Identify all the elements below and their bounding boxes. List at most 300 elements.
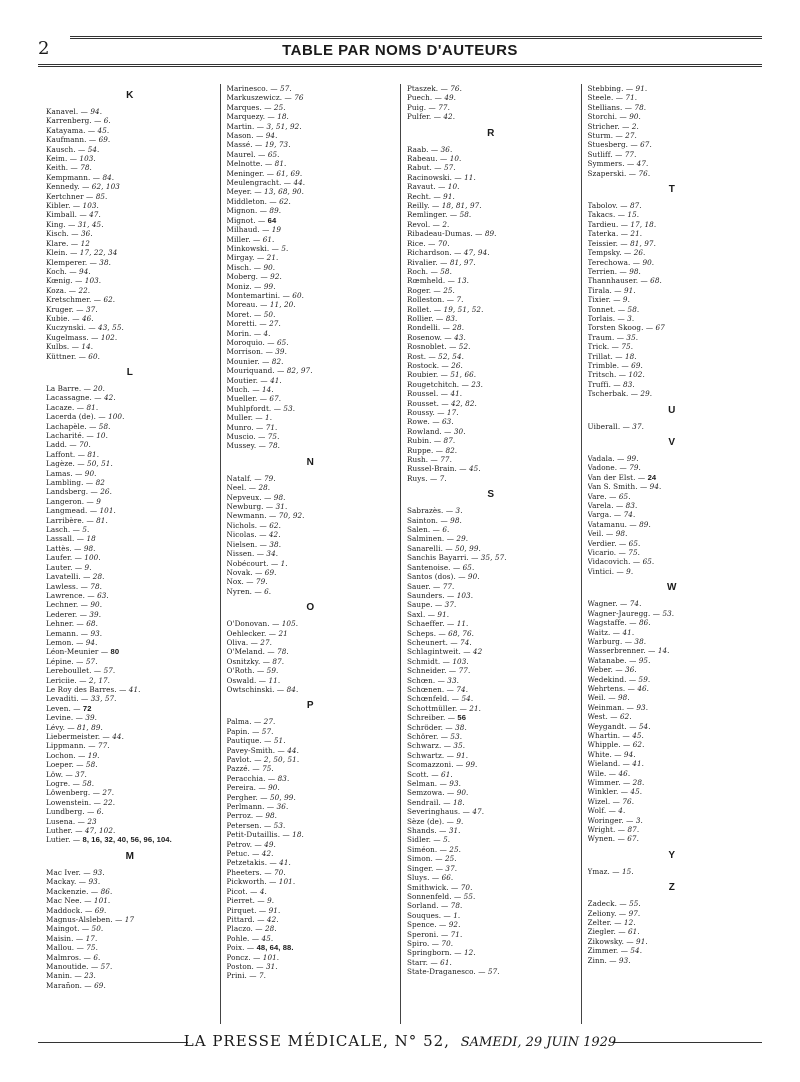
author-name: Milhaud. bbox=[226, 225, 260, 235]
page-references: 98. bbox=[618, 693, 630, 703]
page-references: 3. bbox=[627, 313, 635, 323]
index-entry: Wedekind. — 59. bbox=[587, 674, 651, 684]
page-references: 38. bbox=[269, 539, 282, 549]
index-entry: Lawrence. — 63. bbox=[46, 590, 109, 600]
index-entry: Maurel. — 65. bbox=[226, 149, 280, 159]
page-references: 52, 54. bbox=[438, 351, 465, 361]
index-entry: Meyer. — 13, 68, 90. bbox=[226, 187, 304, 197]
author-name: Magnus-Alsleben. bbox=[46, 914, 113, 924]
author-name: Ymaz. bbox=[587, 866, 610, 876]
page-references: 94. bbox=[79, 266, 91, 276]
author-name: Warburg. bbox=[587, 636, 623, 646]
index-entry: Larribère. — 81. bbox=[46, 515, 108, 525]
author-name: Wasserbrenner. bbox=[587, 646, 646, 656]
page-references: 17. bbox=[85, 933, 98, 943]
author-name: Mackay. bbox=[46, 877, 77, 887]
page-references: 95. bbox=[638, 655, 651, 665]
index-entry: Schlagintweit. — 42 bbox=[407, 647, 483, 657]
index-entry: Katayama. — 45. bbox=[46, 125, 110, 135]
author-name: Lattès. bbox=[46, 543, 72, 553]
index-entry: Zadeck. — 55. bbox=[587, 899, 641, 909]
index-entry: Lattès. — 98. bbox=[46, 543, 96, 553]
author-name: Traum. bbox=[587, 332, 615, 342]
page-references: 14. bbox=[262, 385, 274, 394]
page-references: 57. bbox=[280, 84, 292, 93]
author-name: Marañon. bbox=[46, 980, 83, 990]
page-references: 100. bbox=[84, 553, 101, 563]
page-references: 53. bbox=[450, 732, 463, 741]
index-entry: Rice. — 70. bbox=[407, 238, 450, 248]
index-entry: Sainton. — 98. bbox=[407, 515, 462, 525]
author-name: Vicario. bbox=[587, 548, 617, 558]
index-entry: Van S. Smith. — 94. bbox=[587, 482, 662, 492]
page-references: 79. bbox=[629, 463, 641, 473]
index-entry: Nielsen. — 38. bbox=[226, 539, 282, 549]
index-entry: Roubier. — 51, 66. bbox=[407, 370, 477, 380]
page-references: 38. bbox=[99, 257, 112, 267]
author-name: Logre. bbox=[46, 779, 71, 789]
index-entry: Torsten Skoog. — 67 bbox=[587, 323, 665, 333]
index-entry: Pavlot. — 2, 50, 51. bbox=[226, 755, 300, 764]
page-references: 14. bbox=[657, 646, 670, 656]
author-name: Kugelmass. bbox=[46, 332, 89, 342]
author-name: Sauer. bbox=[407, 581, 431, 591]
page-references: 37. bbox=[444, 600, 457, 610]
page-references: 44. bbox=[287, 745, 299, 755]
page-references: 71. bbox=[265, 422, 278, 432]
page-references: 94. bbox=[90, 107, 103, 116]
page-references: 62. bbox=[632, 740, 645, 750]
author-name: Osnitzky. bbox=[226, 656, 261, 666]
page-references: 103. bbox=[79, 154, 96, 164]
page-references: 39. bbox=[89, 609, 102, 619]
page-references: 70. bbox=[441, 938, 454, 948]
page-references: 91. bbox=[456, 750, 469, 760]
index-entry: Schœnen. — 74. bbox=[407, 684, 469, 694]
author-name: Saxl. bbox=[407, 609, 426, 619]
page-references: 10. bbox=[96, 431, 108, 440]
author-name: Keith. bbox=[46, 163, 69, 173]
page-references: 91. bbox=[623, 285, 636, 295]
index-entry: Terechowa. — 90. bbox=[587, 257, 655, 267]
index-entry: Neel. — 28. bbox=[226, 483, 271, 493]
page-references: 54. bbox=[461, 694, 474, 704]
author-name: Weil. bbox=[587, 693, 606, 703]
index-entry: Kubie. — 46. bbox=[46, 313, 94, 323]
index-entry: Speroni. — 71. bbox=[407, 929, 463, 939]
index-entry: Zeliony. — 97. bbox=[587, 908, 641, 918]
page-references: 65. bbox=[642, 557, 655, 567]
index-entry: Lamas. — 90. bbox=[46, 468, 97, 478]
page-references: 57. bbox=[443, 163, 456, 173]
index-entry: Klein. — 17, 22, 34 bbox=[46, 248, 118, 258]
author-name: Weygandt. bbox=[587, 721, 627, 731]
author-name: Nissen. bbox=[226, 549, 255, 559]
page-references: 93. bbox=[636, 702, 649, 712]
page-references: 103. bbox=[84, 276, 102, 286]
page-references: 93. bbox=[90, 628, 103, 638]
author-name: Kuczynski. bbox=[46, 323, 86, 333]
index-entry: Ziegler. — 61. bbox=[587, 927, 640, 937]
page-references: 92. bbox=[270, 272, 282, 282]
author-name: Katayama. bbox=[46, 125, 86, 135]
index-entry: Lacassagne. — 42. bbox=[46, 393, 116, 403]
page-references: 41. bbox=[128, 684, 141, 694]
index-entry: Lundberg. — 6. bbox=[46, 807, 104, 817]
index-entry: Wright. — 87. bbox=[587, 825, 640, 835]
author-name: Wehrtens. bbox=[587, 683, 626, 693]
page-references: 12. bbox=[463, 948, 476, 958]
index-entry: Semzowa. — 90. bbox=[407, 788, 469, 798]
section-letter: Y bbox=[668, 849, 676, 861]
index-entry: Maisin. — 17. bbox=[46, 933, 98, 943]
index-entry: Scheunert. — 74. bbox=[407, 637, 472, 647]
page-references: 87. bbox=[629, 201, 642, 211]
page-references: 1. bbox=[280, 558, 288, 568]
page-references: 70. bbox=[437, 238, 450, 248]
author-name: Pereira. bbox=[226, 783, 257, 793]
page-references: 29. bbox=[640, 389, 653, 399]
page-references: 35. bbox=[626, 332, 639, 342]
author-name: Maddock. bbox=[46, 905, 83, 915]
page-references: 78. bbox=[634, 102, 647, 112]
author-name: Pickworth. bbox=[226, 877, 267, 887]
author-name: Ptaszek. bbox=[407, 84, 439, 93]
index-entry: Wieland. — 41. bbox=[587, 759, 645, 769]
page-references: 58. bbox=[459, 210, 472, 220]
author-name: Klein. bbox=[46, 248, 68, 258]
index-entry: Muscio. — 75. bbox=[226, 432, 280, 442]
page-references: 77. bbox=[440, 455, 452, 465]
index-entry: Magnus-Alsleben. — 17 bbox=[46, 914, 135, 924]
page-references: 103. bbox=[452, 656, 469, 666]
author-name: Scheps. bbox=[407, 628, 437, 638]
header-rule-bottom bbox=[38, 64, 762, 67]
index-entry: Simon. — 25. bbox=[407, 854, 457, 864]
page-references: 38. bbox=[455, 722, 467, 732]
page-references: 70. bbox=[79, 440, 91, 450]
author-name: Souques. bbox=[407, 910, 442, 920]
author-name: Marques. bbox=[226, 102, 262, 112]
index-entry: Wizel. — 76. bbox=[587, 796, 635, 806]
index-entry: Petrov. — 49. bbox=[226, 839, 276, 849]
index-entry: Rollet. — 19, 51, 52. bbox=[407, 304, 484, 314]
index-entry: Varga. — 74. bbox=[587, 510, 636, 520]
page-references: 1. bbox=[265, 413, 273, 423]
page-references: 74. bbox=[456, 684, 469, 694]
index-entry: Ravaut. — 10. bbox=[407, 182, 460, 192]
author-name: Lassall. bbox=[46, 534, 75, 544]
author-name: Rougetchitch. bbox=[407, 379, 460, 389]
author-name: O'Meland. bbox=[226, 647, 265, 657]
page-references: 90. bbox=[467, 572, 480, 582]
page-references: 69. bbox=[94, 905, 107, 915]
page-references: 47, 94. bbox=[463, 248, 490, 258]
index-entry: Mignot. — 64 bbox=[226, 215, 277, 225]
page-references: 78. bbox=[450, 901, 463, 911]
page-references: 2, 50, 51. bbox=[263, 755, 300, 764]
page-references: 81. bbox=[87, 449, 100, 459]
author-name: Ruys. bbox=[407, 473, 428, 483]
index-entry: Ptaszek. — 76. bbox=[407, 84, 462, 93]
page-references: 25. bbox=[443, 285, 455, 295]
index-entry: Roger. — 25. bbox=[407, 285, 455, 295]
section-letter: P bbox=[306, 700, 314, 712]
page-references: 77. bbox=[458, 666, 471, 676]
author-name: Zeliony. bbox=[587, 908, 617, 918]
author-name: Massé. bbox=[226, 140, 253, 150]
author-name: Pergher. bbox=[226, 792, 258, 802]
page-references: 46. bbox=[637, 683, 650, 693]
page-references: 81. bbox=[274, 159, 287, 169]
author-name: Stuesberg. bbox=[587, 140, 629, 150]
page-references: 12. bbox=[623, 918, 636, 928]
index-entry: Vidacovich. — 65. bbox=[587, 557, 655, 567]
author-name: Singer. bbox=[407, 863, 434, 873]
author-name: Springborn. bbox=[407, 948, 452, 958]
author-name: Schœnen. bbox=[407, 684, 445, 694]
author-name: Lavatelli. bbox=[46, 572, 81, 582]
index-entry: Vicario. — 75. bbox=[587, 548, 640, 558]
page-references: 33, 57. bbox=[90, 694, 117, 704]
author-name: Trimble. bbox=[587, 360, 620, 370]
author-name: Lederer. bbox=[46, 609, 78, 619]
author-name: Lechner. bbox=[46, 600, 79, 610]
index-entry: Maddock. — 69. bbox=[46, 905, 107, 915]
index-entry: Sendrail. — 18. bbox=[407, 797, 465, 807]
page-references: 11. bbox=[464, 172, 476, 182]
page-references: 46. bbox=[81, 313, 94, 323]
author-name: Mussey. bbox=[226, 441, 257, 451]
page-references: 70. bbox=[460, 882, 473, 892]
author-name: Simon. bbox=[407, 854, 433, 864]
index-entry: Manoutide. — 57. bbox=[46, 961, 113, 971]
index-entry: Whipple. — 62. bbox=[587, 740, 645, 750]
author-name: Wright. bbox=[587, 825, 616, 835]
page-references: 19, 73. bbox=[264, 140, 291, 150]
author-name: Lochon. bbox=[46, 750, 76, 760]
index-entry: Schröder. — 38. bbox=[407, 722, 467, 732]
author-name: Lehner. bbox=[46, 619, 75, 629]
author-name: Mignon. bbox=[226, 206, 258, 216]
author-name: Mallou. bbox=[46, 943, 75, 953]
index-entry: Muller. — 1. bbox=[226, 413, 273, 423]
index-entry: Malmros. — 6. bbox=[46, 952, 101, 962]
author-name: Meninger. bbox=[226, 168, 265, 178]
index-entry: Pirquet. — 91. bbox=[226, 905, 281, 915]
author-name: Steele. bbox=[587, 93, 614, 103]
index-entry: Novak. — 69. bbox=[226, 567, 277, 577]
index-entry: Owtschinski. — 84. bbox=[226, 684, 299, 694]
author-name: Perlmann. bbox=[226, 802, 265, 812]
index-entry: Moniz. — 99. bbox=[226, 281, 276, 291]
index-entry: Langmead. — 101. bbox=[46, 506, 116, 516]
page-references: 13. bbox=[457, 276, 469, 286]
index-entry: Poston. — 31. bbox=[226, 961, 278, 971]
author-name: Picot. bbox=[226, 886, 248, 896]
index-entry: Tonnet. — 58. bbox=[587, 304, 640, 314]
page-references: 57. bbox=[100, 961, 113, 971]
author-name: Misch. bbox=[226, 262, 252, 272]
author-name: Rabut. bbox=[407, 163, 432, 173]
index-entry: Tscherbak. — 29. bbox=[587, 389, 653, 399]
section-letter: L bbox=[126, 366, 133, 378]
author-name: Rosenow. bbox=[407, 332, 443, 342]
index-entry: Salen. — 6. bbox=[407, 525, 450, 535]
author-name: Szaperski. bbox=[587, 168, 627, 178]
author-name: Schottmüller. bbox=[407, 703, 458, 713]
index-entry: Schœn. — 33. bbox=[407, 675, 459, 685]
page-references: 54. bbox=[87, 144, 100, 154]
page-references: 92. bbox=[448, 920, 461, 930]
author-name: Kausch. bbox=[46, 144, 76, 154]
index-entry: Levine. — 39. bbox=[46, 713, 98, 723]
author-name: Mackenzie. bbox=[46, 886, 89, 896]
page-references: 27. bbox=[625, 131, 637, 141]
page-references: 37. bbox=[445, 863, 458, 873]
page-references: 57. bbox=[261, 726, 274, 736]
index-entry: Terrien. — 98. bbox=[587, 266, 641, 276]
index-entry: Sanchis Bayarri. — 35, 57. bbox=[407, 553, 507, 563]
author-name: O'Roth. bbox=[226, 666, 255, 676]
index-entry: Sonnenfeld. — 55. bbox=[407, 891, 476, 901]
author-name: Lutier. bbox=[46, 835, 71, 845]
index-entry: Klemperer. — 38. bbox=[46, 257, 112, 267]
author-name: Landsberg. bbox=[46, 487, 89, 497]
author-name: Rush. bbox=[407, 455, 429, 465]
page-references: 75. bbox=[267, 432, 280, 442]
index-entry: Sabrazès. — 3. bbox=[407, 506, 463, 516]
author-name: Kisch. bbox=[46, 229, 69, 239]
author-name: Stricher. bbox=[587, 121, 620, 131]
page-references: 39. bbox=[275, 347, 287, 357]
index-entry: Vare. — 65. bbox=[587, 491, 631, 501]
page-references: 81, 89. bbox=[77, 722, 103, 732]
page-references: 98. bbox=[450, 515, 462, 525]
page-references: 31. bbox=[448, 826, 461, 836]
index-entry: Zikowsky. — 91. bbox=[587, 936, 648, 946]
author-name: Verdier. bbox=[587, 538, 617, 548]
index-entry: Laffont. — 81. bbox=[46, 449, 100, 459]
author-name: Ladd. bbox=[46, 440, 68, 450]
page-references: 68, 76. bbox=[448, 628, 475, 638]
index-entry: Lutier. — 8, 16, 32, 40, 56, 96, 104. bbox=[46, 835, 172, 845]
index-entry: Veil. — 98. bbox=[587, 529, 628, 539]
page-references: 82. bbox=[271, 356, 284, 366]
author-name: Truffi. bbox=[587, 379, 611, 389]
index-entry: Schreiber. — 56 bbox=[407, 713, 467, 723]
page-references: 50. bbox=[263, 309, 276, 319]
index-entry: White. — 94. bbox=[587, 749, 636, 759]
index-entry: Lambling. — 82 bbox=[46, 478, 105, 488]
author-name: Le Roy des Barres. bbox=[46, 684, 117, 694]
page-references: 77. bbox=[442, 581, 455, 591]
index-entry: Reilly. — 18, 81, 97. bbox=[407, 201, 482, 211]
page-references: 74. bbox=[623, 510, 636, 520]
page-references: 6. bbox=[93, 952, 101, 962]
index-entry: Pickworth. — 101. bbox=[226, 877, 296, 887]
section-letter: O bbox=[306, 602, 315, 614]
author-name: Liebermeister. bbox=[46, 732, 101, 741]
author-name: Lawrence. bbox=[46, 590, 85, 600]
author-name: Vintici. bbox=[587, 566, 615, 576]
index-entry: Lusena. — 23 bbox=[46, 816, 97, 826]
page-references: 90. bbox=[263, 262, 276, 272]
author-name: Wile. bbox=[587, 768, 607, 778]
author-name: Tardieu. bbox=[587, 219, 619, 229]
author-name: Schwarz. bbox=[407, 741, 442, 751]
author-name: Nicolas. bbox=[226, 530, 257, 540]
page-references: 83. bbox=[623, 379, 635, 389]
author-name: Takacs. bbox=[587, 210, 616, 220]
index-entry: Weber. — 36. bbox=[587, 665, 637, 675]
page-references: 75. bbox=[628, 548, 640, 558]
index-entry: Löwenberg. — 27. bbox=[46, 788, 115, 798]
index-entry: Pereira. — 90. bbox=[226, 783, 280, 793]
author-name: Vidacovich. bbox=[587, 557, 631, 567]
index-entry: Tabolov. — 87. bbox=[587, 201, 642, 211]
index-entry: Rowe. — 63. bbox=[407, 417, 454, 427]
page-references: 79. bbox=[264, 473, 276, 483]
page-references: 37. bbox=[85, 304, 98, 314]
author-name: Melnotte. bbox=[226, 159, 263, 169]
page-references: 81, 97. bbox=[630, 238, 656, 248]
author-name: Kaufmann. bbox=[46, 135, 87, 145]
page-references: 15. bbox=[621, 866, 634, 876]
author-name: Roussel. bbox=[407, 389, 439, 399]
author-name: Ribadeau-Dumas. bbox=[407, 229, 473, 239]
author-name: Watanabe. bbox=[587, 655, 627, 665]
index-entry: Marquezy. — 18. bbox=[226, 112, 289, 122]
author-name: Kubie. bbox=[46, 313, 70, 323]
author-name: Rondelli. bbox=[407, 323, 441, 333]
author-name: Remlinger. bbox=[407, 210, 448, 220]
author-name: Ziegler. bbox=[587, 927, 616, 937]
index-entry: Pautique. — 51. bbox=[226, 736, 286, 746]
index-entry: Pergher. — 50, 99. bbox=[226, 792, 296, 802]
index-entry: Zimmer. — 54. bbox=[587, 946, 643, 956]
section-letter: S bbox=[487, 489, 495, 501]
index-entry: Manin. — 23. bbox=[46, 971, 96, 981]
page-references: 58. bbox=[440, 266, 452, 276]
page-references: 69. bbox=[98, 135, 111, 145]
page-references: 41. bbox=[632, 759, 645, 769]
index-entry: Puech. — 49. bbox=[407, 93, 457, 103]
index-entry: Mac Iver. — 93. bbox=[46, 867, 105, 877]
index-entry: Traum. — 35. bbox=[587, 332, 639, 342]
page-references: 22. bbox=[103, 797, 116, 807]
author-name: Loeper. bbox=[46, 760, 74, 770]
page-references: 94. bbox=[85, 637, 98, 647]
author-name: State-Draganesco. bbox=[407, 967, 476, 977]
page-references: 11. bbox=[268, 675, 281, 685]
author-name: Semzowa. bbox=[407, 788, 445, 798]
index-entry: Keith. — 78. bbox=[46, 163, 92, 173]
author-name: Levaditi. bbox=[46, 694, 79, 704]
author-name: Sainton. bbox=[407, 515, 439, 525]
index-entry: Siméon. — 25. bbox=[407, 844, 462, 854]
page-references: 6. bbox=[96, 807, 104, 817]
page-references: 60. bbox=[292, 290, 304, 300]
page-references: 41. bbox=[279, 858, 291, 868]
author-name: Schreiber. bbox=[407, 713, 446, 723]
author-name: Lamas. bbox=[46, 468, 73, 478]
index-entry: Pavey-Smith. — 44. bbox=[226, 745, 299, 755]
author-name: Kempmann. bbox=[46, 172, 91, 182]
index-entry: Nicolas. — 42. bbox=[226, 530, 281, 540]
author-name: Wagner-Jauregg. bbox=[587, 608, 651, 618]
author-name: Petersen. bbox=[226, 820, 262, 830]
